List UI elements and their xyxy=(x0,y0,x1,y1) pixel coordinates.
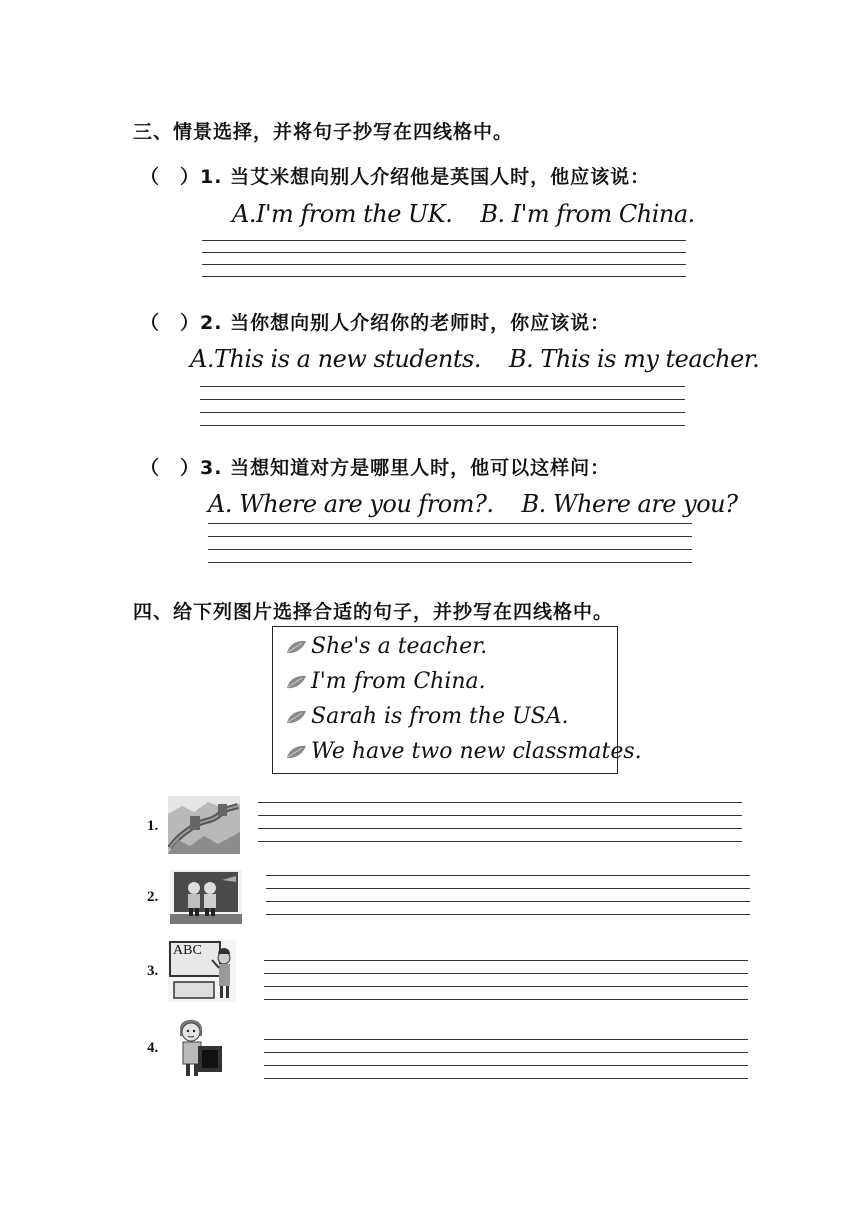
question-3-options xyxy=(208,490,737,518)
guide-line xyxy=(264,973,748,974)
sentence-item: She's a teacher. xyxy=(285,629,617,664)
sentence-box xyxy=(272,626,642,774)
guide-line xyxy=(264,1039,748,1040)
question-1-options xyxy=(232,200,695,228)
guide-line xyxy=(264,960,748,961)
answer-bracket[interactable]: （ ） xyxy=(140,166,201,188)
answer-bracket[interactable]: （ ） xyxy=(140,457,201,479)
great-wall-picture xyxy=(168,796,240,854)
guide-line xyxy=(266,914,750,915)
section-3-title: 三、情景选择，并将句子抄写在四线格中。 xyxy=(133,121,514,143)
guide-line xyxy=(258,815,742,816)
leaf-icon xyxy=(285,674,307,690)
leaf-icon xyxy=(285,709,307,725)
option-a: A.This is a new students. xyxy=(190,345,481,373)
guide-line xyxy=(208,562,692,563)
option-b: B. Where are you? xyxy=(521,490,738,518)
guide-line xyxy=(202,264,686,265)
guide-line xyxy=(208,549,692,550)
question-2-options xyxy=(190,345,759,373)
guide-line xyxy=(264,1052,748,1053)
answer-bracket[interactable]: （ ） xyxy=(140,312,201,334)
question-3 xyxy=(140,453,610,480)
guide-line xyxy=(202,252,686,253)
guide-line xyxy=(200,412,685,413)
question-2 xyxy=(140,308,610,335)
question-text: 1. 当艾米想向别人介绍他是英国人时，他应该说： xyxy=(200,166,651,188)
question-1 xyxy=(140,162,650,189)
item-number: 2. xyxy=(147,889,159,905)
sentence-item: We have two new classmates. xyxy=(285,734,617,769)
classmates-picture xyxy=(170,870,242,924)
leaf-icon xyxy=(285,744,307,760)
guide-line xyxy=(258,841,742,842)
sentence-item: I'm from China. xyxy=(285,664,617,699)
guide-line xyxy=(266,901,750,902)
guide-line xyxy=(208,536,692,537)
question-text: 3. 当想知道对方是哪里人时，他可以这样问： xyxy=(200,457,611,479)
blackboard-text: ABC xyxy=(173,943,202,958)
option-b: B. This is my teacher. xyxy=(508,345,760,373)
guide-line xyxy=(264,1065,748,1066)
guide-line xyxy=(258,828,742,829)
guide-line xyxy=(266,888,750,889)
question-text: 2. 当你想向别人介绍你的老师时，你应该说： xyxy=(200,312,611,334)
guide-line xyxy=(202,276,686,277)
option-a: A. Where are you from?. xyxy=(208,490,494,518)
guide-line xyxy=(208,523,692,524)
guide-line xyxy=(264,999,748,1000)
guide-line xyxy=(264,1078,748,1079)
sentence-item: Sarah is from the USA. xyxy=(285,699,617,734)
teacher-blackboard-picture xyxy=(168,940,236,1002)
item-number: 4. xyxy=(147,1040,159,1056)
item-number: 3. xyxy=(147,963,159,979)
guide-line xyxy=(258,802,742,803)
guide-line xyxy=(200,386,685,387)
option-b: B. I'm from China. xyxy=(480,200,695,228)
guide-line xyxy=(200,425,685,426)
leaf-icon xyxy=(285,639,307,655)
guide-line xyxy=(202,240,686,241)
option-a: A.I'm from the UK. xyxy=(232,200,453,228)
guide-line xyxy=(266,875,750,876)
guide-line xyxy=(200,399,685,400)
section-4-title: 四、给下列图片选择合适的句子，并抄写在四线格中。 xyxy=(133,601,614,623)
girl-with-flag-picture xyxy=(174,1016,226,1080)
guide-line xyxy=(264,986,748,987)
item-number: 1. xyxy=(147,818,159,834)
